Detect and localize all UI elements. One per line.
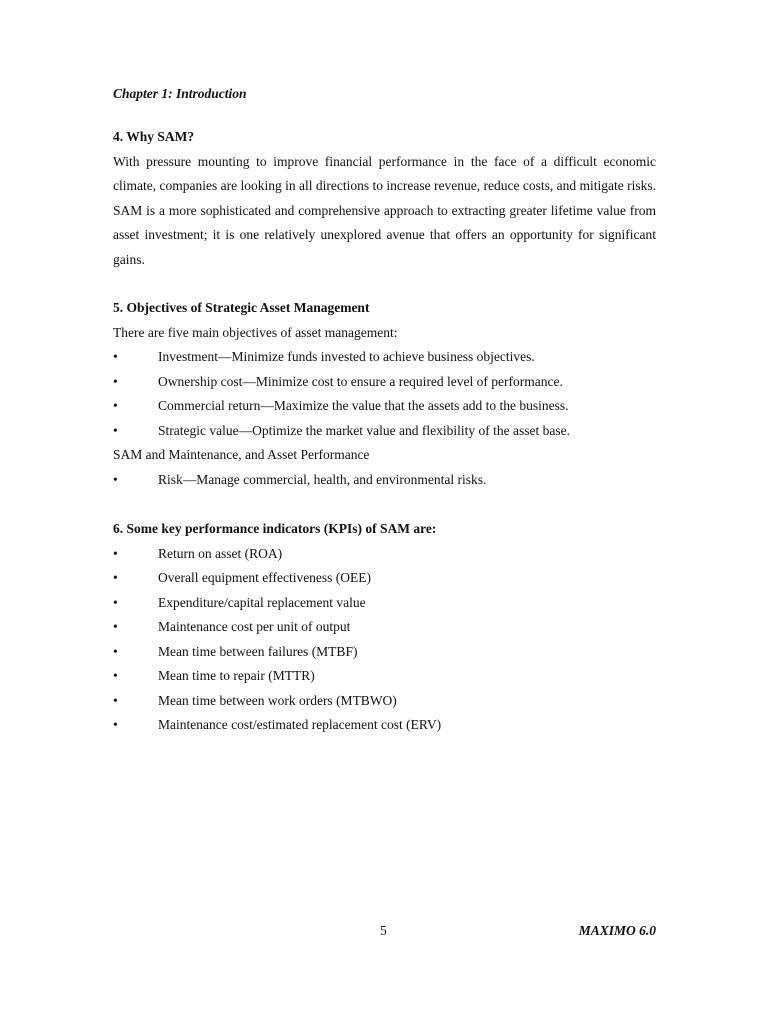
bullet-icon: • xyxy=(113,471,118,487)
list-item: • Risk—Manage commercial, health, and environmental risks. xyxy=(113,468,656,493)
section-objectives xyxy=(113,296,656,492)
bullet-icon: • xyxy=(113,717,118,732)
section-heading: 5. Objectives of Strategic Asset Management xyxy=(113,300,370,315)
list-item: • Expenditure/capital replacement value xyxy=(113,591,656,616)
section-heading: 4. Why SAM? xyxy=(113,129,195,144)
bullet-icon: • xyxy=(113,594,118,610)
list-item: • Maintenance cost per unit of output xyxy=(113,615,656,640)
bullet-icon: • xyxy=(113,692,118,708)
section-heading: 6. Some key performance indicators (KPIs) of SAM are: xyxy=(113,521,437,536)
section-note: SAM and Maintenance, and Asset Performance xyxy=(113,447,370,462)
page-number: 5 xyxy=(380,923,387,938)
section-kpis xyxy=(113,517,656,738)
bullet-icon: • xyxy=(113,619,118,634)
list-item: • Mean time between work orders (MTBWO) xyxy=(113,689,656,714)
list-item: • Overall equipment effectiveness (OEE) xyxy=(113,566,656,591)
bullet-icon: • xyxy=(113,545,118,561)
bullet-icon: • xyxy=(113,398,118,413)
section-why-sam xyxy=(113,125,656,272)
list-item: • Investment—Minimize funds invested to achieve business objectives. xyxy=(113,345,656,370)
section-paragraph: With pressure mounting to improve financial performance in the face of a difficult economic climate, companies are looking in all directions to increase revenue, reduce costs, and mitigate risks. SAM is a more sophisticated and comprehensive approach to extracting greater lifetime value from asset investment; it is one relatively unexplored avenue that offers an opportunity for significant gains. xyxy=(113,153,656,267)
bullet-icon: • xyxy=(113,643,118,659)
bullet-icon: • xyxy=(113,668,118,683)
document-page xyxy=(113,0,656,1024)
list-item: • Commercial return—Maximize the value that the assets add to the business. xyxy=(113,394,656,419)
bullet-icon: • xyxy=(113,373,118,389)
list-item: • Ownership cost—Minimize cost to ensure a required level of performance. xyxy=(113,370,656,395)
list-item: • Mean time to repair (MTTR) xyxy=(113,664,656,689)
bullet-icon: • xyxy=(113,349,118,364)
list-item: • Strategic value—Optimize the market value and flexibility of the asset base. xyxy=(113,419,656,444)
footer-title: MAXIMO 6.0 xyxy=(578,923,656,938)
bullet-icon: • xyxy=(113,570,118,585)
chapter-title: Chapter 1: Introduction xyxy=(113,86,247,101)
list-item: • Return on asset (ROA) xyxy=(113,542,656,567)
section-intro: There are five main objectives of asset management: xyxy=(113,324,398,340)
list-item: • Mean time between failures (MTBF) xyxy=(113,640,656,665)
bullet-icon: • xyxy=(113,422,118,438)
list-item: • Maintenance cost/estimated replacement cost (ERV) xyxy=(113,713,656,738)
